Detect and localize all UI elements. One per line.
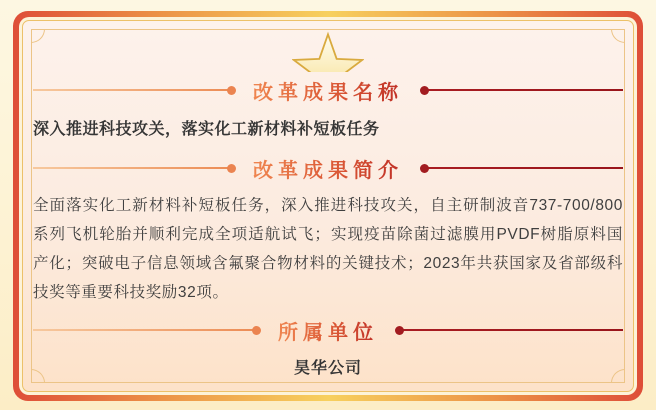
divider-line-left xyxy=(33,329,256,331)
section-title-unit: 所属单位 xyxy=(278,316,378,345)
divider-line-left xyxy=(33,89,231,91)
divider-line-right xyxy=(400,329,623,331)
section-title-name: 改革成果名称 xyxy=(253,76,403,105)
star-icon xyxy=(292,27,364,72)
card-content xyxy=(23,21,633,391)
divider-line-right xyxy=(425,167,623,169)
card-outer-border xyxy=(13,11,643,401)
section-header-unit xyxy=(33,317,623,343)
achievement-name-text: 深入推进科技攻关，落实化工新材料补短板任务 xyxy=(33,121,380,138)
divider-line-left xyxy=(33,167,231,169)
section-title-intro: 改革成果简介 xyxy=(253,154,403,183)
achievement-intro-text: 全面落实化工新材料补短板任务，深入推进科技攻关，自主研制波音737-700/800系列飞机轮胎并顺利完成全项适航试飞；实现疫苗除菌过滤膜用PVDF树脂原料国产化；突破电子信息领域含氟聚合物材料的关键技术；2023年共获国家及省部级科技奖等重要科技奖励32项。 xyxy=(33,197,623,301)
divider-line-right xyxy=(425,89,623,91)
achievement-card xyxy=(22,20,634,392)
unit-name-text: 昊华公司 xyxy=(293,360,362,377)
card-cream-ring xyxy=(19,17,637,395)
section-header-intro xyxy=(33,155,623,181)
section-header-name xyxy=(33,77,623,103)
